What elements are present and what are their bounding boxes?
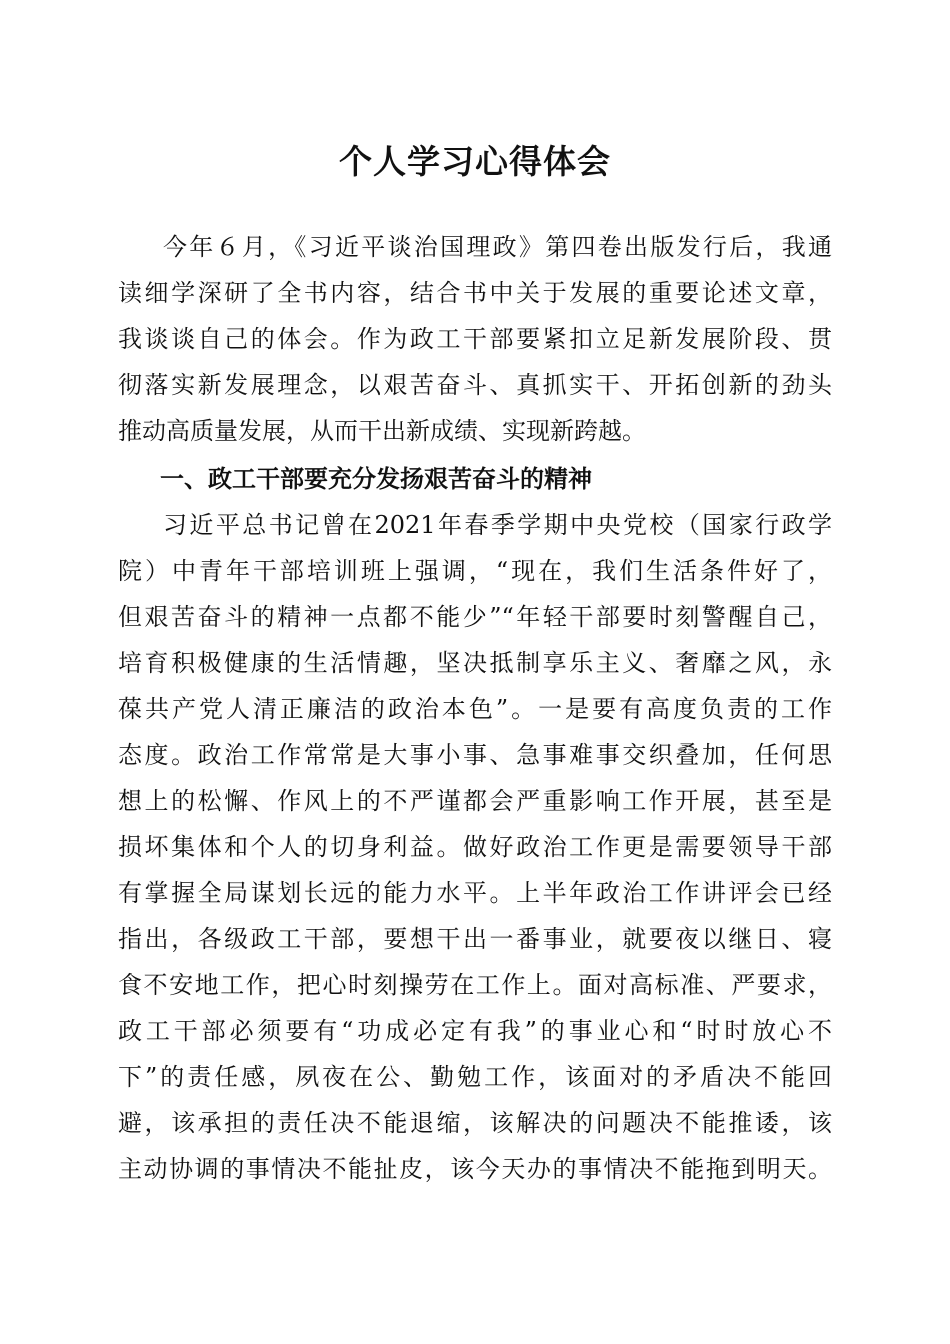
text-line: 损坏集体和个人的切身利益。做好政治工作更是需要领导干部 <box>118 833 832 861</box>
text-line: 我谈谈自己的体会。作为政工干部要紧扣立足新发展阶段、贯 <box>118 325 832 353</box>
text-line: 彻落实新发展理念，以艰苦奋斗、真抓实干、开拓创新的劲头 <box>118 371 832 399</box>
text-line: 读细学深研了全书内容，结合书中关于发展的重要论述文章， <box>118 279 832 307</box>
text-line: 习近平总书记曾在2021年春季学期中央党校（国家行政学 <box>163 511 832 539</box>
text-line: 态度。政治工作常常是大事小事、急事难事交织叠加，任何思 <box>118 741 832 769</box>
text-line: 下”的责任感，夙夜在公、勤勉工作，该面对的矛盾决不能回 <box>118 1063 832 1091</box>
text-line: 培育积极健康的生活情趣，坚决抵制享乐主义、奢靡之风，永 <box>118 649 832 677</box>
text-line: 今年６月，《习近平谈治国理政》第四卷出版发行后，我通 <box>163 233 832 261</box>
text-line: 葆共产党人清正廉洁的政治本色”。一是要有高度负责的工作 <box>118 695 832 723</box>
text-line: 推动高质量发展，从而干出新成绩、实现新跨越。 <box>118 417 646 445</box>
text-line: 指出，各级政工干部，要想干出一番事业，就要夜以继日、寝 <box>118 925 832 953</box>
text-line: 有掌握全局谋划长远的能力水平。上半年政治工作讲评会已经 <box>118 879 832 907</box>
text-line: 想上的松懈、作风上的不严谨都会严重影响工作开展，甚至是 <box>118 787 832 815</box>
text-line: 院）中青年干部培训班上强调，“现在，我们生活条件好了， <box>118 557 832 585</box>
section-heading: 一、政工干部要充分发扬艰苦奋斗的精神 <box>160 465 592 493</box>
text-line: 食不安地工作，把心时刻操劳在工作上。面对高标准、严要求， <box>118 971 832 999</box>
text-line: 避，该承担的责任决不能退缩，该解决的问题决不能推诿，该 <box>118 1109 832 1137</box>
text-line: 政工干部必须要有“功成必定有我”的事业心和“时时放心不 <box>118 1017 832 1045</box>
document-title: 个人学习心得体会 <box>339 142 611 181</box>
text-line: 主动协调的事情决不能扯皮，该今天办的事情决不能拖到明天。 <box>118 1155 832 1183</box>
text-line: 但艰苦奋斗的精神一点都不能少”“年轻干部要时刻警醒自己， <box>118 603 832 631</box>
